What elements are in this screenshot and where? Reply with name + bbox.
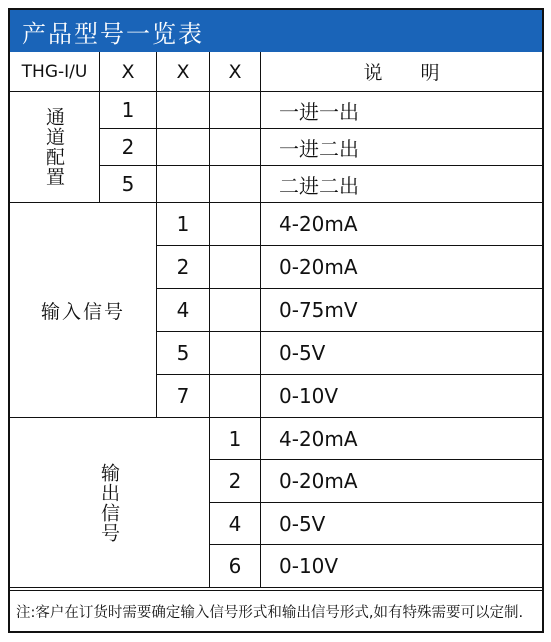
channel-desc-2: 一进二出 xyxy=(261,129,542,166)
output-desc-6: 0-10V xyxy=(261,545,542,588)
table-title: 产品型号一览表 xyxy=(22,19,204,48)
header-x2: X xyxy=(157,52,210,92)
empty-cell xyxy=(157,166,210,203)
output-signal-label: 输出信号 xyxy=(10,418,210,588)
empty-cell xyxy=(210,166,261,203)
channel-desc-5: 二进二出 xyxy=(261,166,542,203)
empty-cell xyxy=(210,332,261,375)
table-title-bar xyxy=(10,10,542,52)
header-model: THG-I/U xyxy=(10,52,100,92)
header-description: 说 明 xyxy=(261,52,542,92)
empty-cell xyxy=(210,246,261,289)
input-code-1: 1 xyxy=(157,203,210,246)
empty-cell xyxy=(157,129,210,166)
output-code-1: 1 xyxy=(210,418,261,460)
header-x3: X xyxy=(210,52,261,92)
input-code-4: 4 xyxy=(157,289,210,332)
output-code-2: 2 xyxy=(210,460,261,503)
input-desc-2: 0-20mA xyxy=(261,246,542,289)
channel-code-1: 1 xyxy=(100,92,157,129)
input-signal-label: 输入信号 xyxy=(10,203,157,418)
empty-cell xyxy=(210,203,261,246)
empty-cell xyxy=(210,92,261,129)
output-code-4: 4 xyxy=(210,503,261,545)
channel-code-2: 2 xyxy=(100,129,157,166)
output-code-6: 6 xyxy=(210,545,261,588)
empty-cell xyxy=(210,289,261,332)
input-code-7: 7 xyxy=(157,375,210,418)
empty-cell xyxy=(210,129,261,166)
header-x1: X xyxy=(100,52,157,92)
output-desc-2: 0-20mA xyxy=(261,460,542,503)
input-code-2: 2 xyxy=(157,246,210,289)
model-table xyxy=(10,52,542,588)
input-code-5: 5 xyxy=(157,332,210,375)
input-desc-5: 0-5V xyxy=(261,332,542,375)
input-desc-4: 0-75mV xyxy=(261,289,542,332)
input-desc-7: 0-10V xyxy=(261,375,542,418)
input-desc-1: 4-20mA xyxy=(261,203,542,246)
channel-config-label: 通道配置 xyxy=(10,92,100,203)
output-desc-1: 4-20mA xyxy=(261,418,542,460)
output-desc-4: 0-5V xyxy=(261,503,542,545)
channel-code-5: 5 xyxy=(100,166,157,203)
order-note: 注:客户在订货时需要确定输入信号形式和输出信号形式,如有特殊需要可以定制. xyxy=(10,590,542,631)
empty-cell xyxy=(157,92,210,129)
channel-desc-1: 一进一出 xyxy=(261,92,542,129)
empty-cell xyxy=(210,375,261,418)
